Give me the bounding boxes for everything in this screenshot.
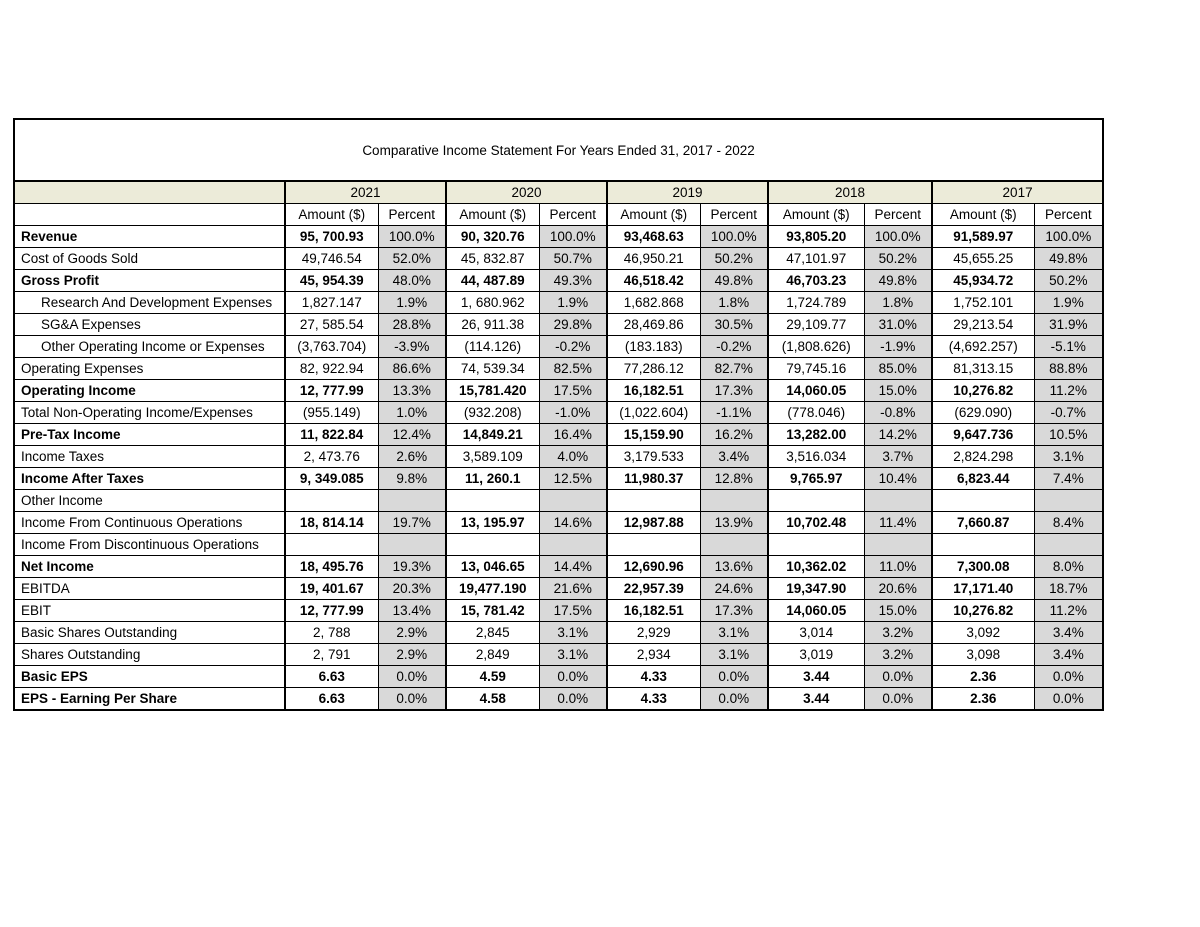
- percent-cell: 49.3%: [539, 270, 607, 292]
- amount-header: Amount ($): [607, 204, 700, 226]
- percent-cell: 13.3%: [378, 380, 446, 402]
- percent-cell: 52.0%: [378, 248, 446, 270]
- percent-cell: 20.6%: [864, 578, 932, 600]
- percent-cell: [700, 534, 768, 556]
- row-label: Pre-Tax Income: [14, 424, 285, 446]
- amount-cell: 19,347.90: [768, 578, 864, 600]
- percent-cell: 0.0%: [539, 666, 607, 688]
- percent-cell: [539, 490, 607, 512]
- amount-cell: 15, 781.42: [446, 600, 539, 622]
- percent-cell: 1.9%: [1034, 292, 1103, 314]
- amount-cell: 13, 046.65: [446, 556, 539, 578]
- percent-cell: 82.5%: [539, 358, 607, 380]
- amount-cell: 16,182.51: [607, 600, 700, 622]
- row-label: Revenue: [14, 226, 285, 248]
- percent-cell: 1.9%: [539, 292, 607, 314]
- percent-cell: 15.0%: [864, 600, 932, 622]
- amount-cell: [285, 534, 378, 556]
- year-header-2021: 2021: [285, 181, 446, 204]
- table-row: [14, 468, 1103, 490]
- percent-cell: 17.5%: [539, 600, 607, 622]
- percent-cell: 28.8%: [378, 314, 446, 336]
- amount-cell: 1,827.147: [285, 292, 378, 314]
- amount-cell: 15,781.420: [446, 380, 539, 402]
- amount-cell: [446, 490, 539, 512]
- percent-cell: 2.9%: [378, 644, 446, 666]
- amount-cell: 90, 320.76: [446, 226, 539, 248]
- amount-cell: [285, 490, 378, 512]
- amount-cell: [768, 534, 864, 556]
- amount-cell: 82, 922.94: [285, 358, 378, 380]
- amount-cell: 2,934: [607, 644, 700, 666]
- table-row: [14, 270, 1103, 292]
- percent-cell: 1.0%: [378, 402, 446, 424]
- table-row: [14, 666, 1103, 688]
- amount-cell: 4.58: [446, 688, 539, 711]
- amount-cell: 2,849: [446, 644, 539, 666]
- table-row: [14, 534, 1103, 556]
- amount-cell: 95, 700.93: [285, 226, 378, 248]
- percent-cell: 0.0%: [378, 688, 446, 711]
- percent-cell: 3.4%: [1034, 644, 1103, 666]
- amount-cell: 12,987.88: [607, 512, 700, 534]
- amount-cell: [932, 490, 1034, 512]
- amount-cell: (114.126): [446, 336, 539, 358]
- percent-cell: 29.8%: [539, 314, 607, 336]
- amount-cell: 3,179.533: [607, 446, 700, 468]
- percent-cell: 8.4%: [1034, 512, 1103, 534]
- amount-cell: 46,518.42: [607, 270, 700, 292]
- amount-cell: 19,477.190: [446, 578, 539, 600]
- amount-cell: 10,362.02: [768, 556, 864, 578]
- percent-cell: 4.0%: [539, 446, 607, 468]
- amount-cell: 29,109.77: [768, 314, 864, 336]
- table-row: [14, 644, 1103, 666]
- amount-cell: 91,589.97: [932, 226, 1034, 248]
- percent-cell: 0.0%: [1034, 688, 1103, 711]
- percent-cell: 19.3%: [378, 556, 446, 578]
- amount-cell: 9,647.736: [932, 424, 1034, 446]
- row-label: Income After Taxes: [14, 468, 285, 490]
- amount-cell: 9,765.97: [768, 468, 864, 490]
- percent-cell: 16.4%: [539, 424, 607, 446]
- amount-cell: 4.59: [446, 666, 539, 688]
- percent-cell: [378, 490, 446, 512]
- amount-cell: 29,213.54: [932, 314, 1034, 336]
- table-row: [14, 600, 1103, 622]
- percent-cell: 2.9%: [378, 622, 446, 644]
- table-row: [14, 490, 1103, 512]
- income-statement-table: [13, 118, 1104, 711]
- table-row: [14, 446, 1103, 468]
- percent-cell: -1.9%: [864, 336, 932, 358]
- percent-cell: 3.4%: [1034, 622, 1103, 644]
- amount-cell: 22,957.39: [607, 578, 700, 600]
- table-row: [14, 578, 1103, 600]
- amount-cell: 3,019: [768, 644, 864, 666]
- percent-cell: 20.3%: [378, 578, 446, 600]
- table-row: [14, 292, 1103, 314]
- percent-cell: 2.6%: [378, 446, 446, 468]
- table-row: [14, 226, 1103, 248]
- amount-cell: 74, 539.34: [446, 358, 539, 380]
- amount-cell: 18, 495.76: [285, 556, 378, 578]
- amount-cell: 3,014: [768, 622, 864, 644]
- amount-cell: 2, 788: [285, 622, 378, 644]
- amount-cell: 15,159.90: [607, 424, 700, 446]
- table-row: [14, 688, 1103, 711]
- row-label: SG&A Expenses: [14, 314, 285, 336]
- amount-cell: 18, 814.14: [285, 512, 378, 534]
- amount-cell: 4.33: [607, 688, 700, 711]
- row-label: Gross Profit: [14, 270, 285, 292]
- table-row: [14, 402, 1103, 424]
- percent-cell: 1.8%: [864, 292, 932, 314]
- amount-cell: (629.090): [932, 402, 1034, 424]
- percent-cell: 100.0%: [700, 226, 768, 248]
- amount-cell: 28,469.86: [607, 314, 700, 336]
- table-row: [14, 314, 1103, 336]
- amount-cell: [607, 490, 700, 512]
- amount-cell: 6.63: [285, 666, 378, 688]
- percent-cell: 14.6%: [539, 512, 607, 534]
- percent-cell: 12.5%: [539, 468, 607, 490]
- percent-cell: 3.7%: [864, 446, 932, 468]
- amount-cell: 11,980.37: [607, 468, 700, 490]
- amount-cell: 16,182.51: [607, 380, 700, 402]
- percent-cell: 31.9%: [1034, 314, 1103, 336]
- table-title: Comparative Income Statement For Years Ended 31, 2017 - 2022: [14, 119, 1103, 181]
- percent-cell: 11.0%: [864, 556, 932, 578]
- percent-cell: 1.9%: [378, 292, 446, 314]
- amount-cell: (955.149): [285, 402, 378, 424]
- amount-cell: 81,313.15: [932, 358, 1034, 380]
- amount-cell: 11, 260.1: [446, 468, 539, 490]
- percent-cell: 49.8%: [864, 270, 932, 292]
- percent-cell: 14.2%: [864, 424, 932, 446]
- amount-cell: 3,092: [932, 622, 1034, 644]
- amount-cell: 11, 822.84: [285, 424, 378, 446]
- row-label: Other Operating Income or Expenses: [14, 336, 285, 358]
- amount-cell: 1,752.101: [932, 292, 1034, 314]
- percent-cell: 50.2%: [864, 248, 932, 270]
- row-label: EBITDA: [14, 578, 285, 600]
- amount-cell: 1,682.868: [607, 292, 700, 314]
- percent-cell: 1.8%: [700, 292, 768, 314]
- percent-cell: 21.6%: [539, 578, 607, 600]
- percent-cell: [864, 534, 932, 556]
- percent-cell: 0.0%: [539, 688, 607, 711]
- amount-cell: 45, 954.39: [285, 270, 378, 292]
- amount-cell: 45, 832.87: [446, 248, 539, 270]
- amount-cell: 12, 777.99: [285, 600, 378, 622]
- row-label: Basic EPS: [14, 666, 285, 688]
- amount-cell: 2, 791: [285, 644, 378, 666]
- percent-cell: 0.0%: [1034, 666, 1103, 688]
- percent-cell: 0.0%: [700, 666, 768, 688]
- percent-cell: 9.8%: [378, 468, 446, 490]
- table-row: [14, 424, 1103, 446]
- table-row: [14, 512, 1103, 534]
- row-label: Research And Development Expenses: [14, 292, 285, 314]
- amount-cell: 26, 911.38: [446, 314, 539, 336]
- amount-cell: 7,660.87: [932, 512, 1034, 534]
- percent-cell: -1.0%: [539, 402, 607, 424]
- amount-cell: 45,934.72: [932, 270, 1034, 292]
- amount-cell: 93,805.20: [768, 226, 864, 248]
- amount-cell: (4,692.257): [932, 336, 1034, 358]
- percent-cell: 13.4%: [378, 600, 446, 622]
- table-row: [14, 336, 1103, 358]
- percent-cell: 3.2%: [864, 644, 932, 666]
- amount-cell: 6,823.44: [932, 468, 1034, 490]
- percent-cell: 18.7%: [1034, 578, 1103, 600]
- amount-cell: 13, 195.97: [446, 512, 539, 534]
- amount-header: Amount ($): [768, 204, 864, 226]
- percent-cell: 50.2%: [700, 248, 768, 270]
- amount-cell: 9, 349.085: [285, 468, 378, 490]
- percent-cell: -3.9%: [378, 336, 446, 358]
- amount-cell: 3.44: [768, 688, 864, 711]
- amount-cell: 45,655.25: [932, 248, 1034, 270]
- amount-cell: [768, 490, 864, 512]
- amount-cell: 2, 473.76: [285, 446, 378, 468]
- row-label: Income From Continuous Operations: [14, 512, 285, 534]
- amount-cell: 2.36: [932, 666, 1034, 688]
- percent-cell: 10.4%: [864, 468, 932, 490]
- percent-cell: -5.1%: [1034, 336, 1103, 358]
- percent-cell: 3.1%: [539, 622, 607, 644]
- row-label: Income Taxes: [14, 446, 285, 468]
- percent-cell: 0.0%: [378, 666, 446, 688]
- amount-cell: 2.36: [932, 688, 1034, 711]
- percent-cell: 17.3%: [700, 600, 768, 622]
- amount-cell: 46,703.23: [768, 270, 864, 292]
- percent-cell: 49.8%: [1034, 248, 1103, 270]
- percent-cell: -0.7%: [1034, 402, 1103, 424]
- percent-header: Percent: [378, 204, 446, 226]
- amount-cell: 17,171.40: [932, 578, 1034, 600]
- amount-cell: (3,763.704): [285, 336, 378, 358]
- amount-cell: 2,824.298: [932, 446, 1034, 468]
- row-label: Basic Shares Outstanding: [14, 622, 285, 644]
- amount-cell: 10,276.82: [932, 380, 1034, 402]
- percent-cell: [1034, 490, 1103, 512]
- percent-cell: -0.2%: [700, 336, 768, 358]
- subheader-blank: [14, 204, 285, 226]
- amount-cell: 1,724.789: [768, 292, 864, 314]
- amount-cell: 14,060.05: [768, 380, 864, 402]
- percent-cell: 50.7%: [539, 248, 607, 270]
- amount-cell: 1, 680.962: [446, 292, 539, 314]
- amount-header: Amount ($): [446, 204, 539, 226]
- percent-cell: 49.8%: [700, 270, 768, 292]
- percent-cell: 15.0%: [864, 380, 932, 402]
- amount-cell: 77,286.12: [607, 358, 700, 380]
- percent-cell: 24.6%: [700, 578, 768, 600]
- table-row: [14, 358, 1103, 380]
- row-label: Total Non-Operating Income/Expenses: [14, 402, 285, 424]
- amount-cell: (778.046): [768, 402, 864, 424]
- percent-cell: 3.1%: [700, 622, 768, 644]
- percent-cell: 11.2%: [1034, 600, 1103, 622]
- row-label: EPS - Earning Per Share: [14, 688, 285, 711]
- percent-cell: 13.9%: [700, 512, 768, 534]
- percent-cell: 17.3%: [700, 380, 768, 402]
- row-label: Income From Discontinuous Operations: [14, 534, 285, 556]
- year-header-2019: 2019: [607, 181, 768, 204]
- percent-cell: 10.5%: [1034, 424, 1103, 446]
- amount-cell: [446, 534, 539, 556]
- row-label: Other Income: [14, 490, 285, 512]
- amount-cell: 14,060.05: [768, 600, 864, 622]
- amount-cell: 10,276.82: [932, 600, 1034, 622]
- percent-cell: [864, 490, 932, 512]
- amount-cell: 47,101.97: [768, 248, 864, 270]
- percent-header: Percent: [864, 204, 932, 226]
- amount-cell: 2,845: [446, 622, 539, 644]
- amount-cell: (1,022.604): [607, 402, 700, 424]
- row-label: Net Income: [14, 556, 285, 578]
- amount-cell: (932.208): [446, 402, 539, 424]
- amount-header: Amount ($): [932, 204, 1034, 226]
- amount-cell: 4.33: [607, 666, 700, 688]
- percent-cell: [378, 534, 446, 556]
- percent-cell: 100.0%: [539, 226, 607, 248]
- amount-cell: 19, 401.67: [285, 578, 378, 600]
- row-label: Cost of Goods Sold: [14, 248, 285, 270]
- row-label: Operating Expenses: [14, 358, 285, 380]
- percent-cell: 19.7%: [378, 512, 446, 534]
- row-label: Shares Outstanding: [14, 644, 285, 666]
- percent-cell: 82.7%: [700, 358, 768, 380]
- row-label: Operating Income: [14, 380, 285, 402]
- percent-cell: 100.0%: [1034, 226, 1103, 248]
- percent-cell: 11.4%: [864, 512, 932, 534]
- percent-cell: 0.0%: [700, 688, 768, 711]
- amount-cell: 44, 487.89: [446, 270, 539, 292]
- amount-cell: 6.63: [285, 688, 378, 711]
- year-header-2020: 2020: [446, 181, 607, 204]
- amount-cell: 10,702.48: [768, 512, 864, 534]
- percent-cell: -0.2%: [539, 336, 607, 358]
- column-subheader-row: [14, 204, 1103, 226]
- table-row: [14, 248, 1103, 270]
- amount-cell: 3,589.109: [446, 446, 539, 468]
- table-row: [14, 622, 1103, 644]
- amount-cell: 93,468.63: [607, 226, 700, 248]
- amount-cell: 3,098: [932, 644, 1034, 666]
- amount-cell: 14,849.21: [446, 424, 539, 446]
- percent-cell: 50.2%: [1034, 270, 1103, 292]
- percent-cell: 3.1%: [539, 644, 607, 666]
- amount-cell: 12,690.96: [607, 556, 700, 578]
- amount-cell: (183.183): [607, 336, 700, 358]
- year-header-2017: 2017: [932, 181, 1103, 204]
- percent-cell: 3.4%: [700, 446, 768, 468]
- percent-cell: 8.0%: [1034, 556, 1103, 578]
- percent-header: Percent: [700, 204, 768, 226]
- percent-header: Percent: [1034, 204, 1103, 226]
- year-header-row: [14, 181, 1103, 204]
- percent-cell: [700, 490, 768, 512]
- percent-cell: 48.0%: [378, 270, 446, 292]
- amount-cell: 3.44: [768, 666, 864, 688]
- table-row: [14, 556, 1103, 578]
- percent-cell: 0.0%: [864, 666, 932, 688]
- percent-cell: 13.6%: [700, 556, 768, 578]
- percent-cell: 3.1%: [1034, 446, 1103, 468]
- percent-cell: 3.2%: [864, 622, 932, 644]
- percent-cell: 31.0%: [864, 314, 932, 336]
- percent-cell: 3.1%: [700, 644, 768, 666]
- percent-cell: 85.0%: [864, 358, 932, 380]
- percent-cell: 12.8%: [700, 468, 768, 490]
- percent-cell: 100.0%: [378, 226, 446, 248]
- percent-cell: 100.0%: [864, 226, 932, 248]
- amount-cell: 79,745.16: [768, 358, 864, 380]
- amount-cell: [607, 534, 700, 556]
- amount-cell: 13,282.00: [768, 424, 864, 446]
- percent-cell: 17.5%: [539, 380, 607, 402]
- amount-cell: 27, 585.54: [285, 314, 378, 336]
- percent-cell: 11.2%: [1034, 380, 1103, 402]
- amount-cell: 7,300.08: [932, 556, 1034, 578]
- percent-cell: 14.4%: [539, 556, 607, 578]
- amount-cell: [932, 534, 1034, 556]
- percent-cell: 0.0%: [864, 688, 932, 711]
- percent-cell: 16.2%: [700, 424, 768, 446]
- percent-cell: 12.4%: [378, 424, 446, 446]
- percent-cell: -1.1%: [700, 402, 768, 424]
- amount-cell: 49,746.54: [285, 248, 378, 270]
- percent-cell: [1034, 534, 1103, 556]
- percent-cell: 30.5%: [700, 314, 768, 336]
- percent-cell: 7.4%: [1034, 468, 1103, 490]
- percent-cell: -0.8%: [864, 402, 932, 424]
- table-row: [14, 380, 1103, 402]
- percent-cell: [539, 534, 607, 556]
- year-header-blank: [14, 181, 285, 204]
- percent-header: Percent: [539, 204, 607, 226]
- amount-header: Amount ($): [285, 204, 378, 226]
- title-row: [14, 119, 1103, 181]
- year-header-2018: 2018: [768, 181, 932, 204]
- amount-cell: 2,929: [607, 622, 700, 644]
- amount-cell: (1,808.626): [768, 336, 864, 358]
- amount-cell: 3,516.034: [768, 446, 864, 468]
- row-label: EBIT: [14, 600, 285, 622]
- percent-cell: 86.6%: [378, 358, 446, 380]
- amount-cell: 46,950.21: [607, 248, 700, 270]
- percent-cell: 88.8%: [1034, 358, 1103, 380]
- amount-cell: 12, 777.99: [285, 380, 378, 402]
